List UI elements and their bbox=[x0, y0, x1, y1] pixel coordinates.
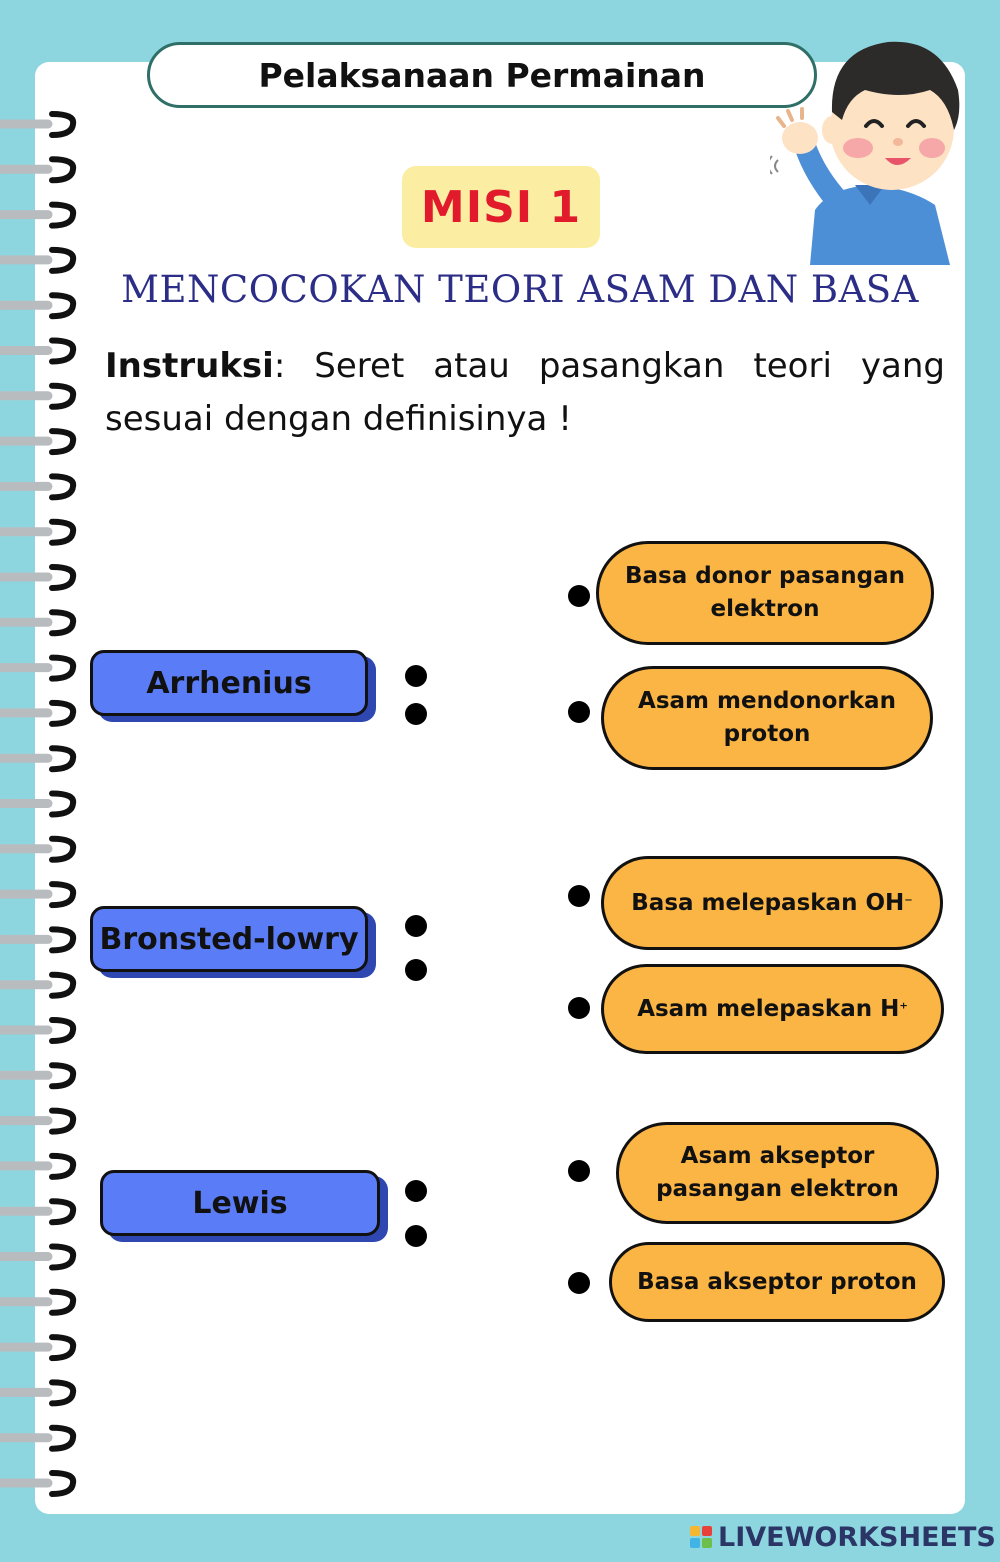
spiral-ring-icon bbox=[2, 159, 73, 180]
definition-connector-dot[interactable] bbox=[568, 701, 590, 723]
spiral-ring-icon bbox=[2, 1201, 73, 1222]
definition-asam-mendonorkan-proton[interactable]: Asam mendonorkan proton bbox=[601, 666, 933, 770]
spiral-ring-icon bbox=[2, 1156, 73, 1177]
page-title: Pelaksanaan Permainan bbox=[147, 42, 817, 108]
spiral-ring-icon bbox=[2, 703, 73, 724]
mission-badge: MISI 1 bbox=[402, 166, 600, 248]
spiral-ring-icon bbox=[2, 1382, 73, 1403]
spiral-ring-icon bbox=[2, 1065, 73, 1086]
spiral-ring-icon bbox=[2, 1292, 73, 1313]
theory-lewis[interactable]: Lewis bbox=[100, 1170, 380, 1236]
spiral-ring-icon bbox=[2, 1428, 73, 1449]
theory-connector-dot[interactable] bbox=[405, 1180, 427, 1202]
liveworksheets-brand bbox=[690, 1520, 996, 1554]
spiral-ring-icon bbox=[2, 1247, 73, 1268]
theory-connector-dot[interactable] bbox=[405, 703, 427, 725]
definition-connector-dot[interactable] bbox=[568, 1160, 590, 1182]
spiral-ring-icon bbox=[2, 114, 73, 135]
spiral-ring-icon bbox=[2, 1337, 73, 1358]
spiral-ring-icon bbox=[2, 1473, 73, 1494]
section-subtitle: MENCOCOKAN TEORI ASAM DAN BASA bbox=[121, 268, 919, 311]
theory-connector-dot[interactable] bbox=[405, 665, 427, 687]
theory-bronsted-lowry[interactable]: Bronsted-lowry bbox=[90, 906, 368, 972]
spiral-ring-icon bbox=[2, 1111, 73, 1132]
spiral-ring-icon bbox=[2, 884, 73, 905]
spiral-ring-icon bbox=[2, 522, 73, 543]
definition-basa-akseptor-proton[interactable]: Basa akseptor proton bbox=[609, 1242, 945, 1322]
spiral-ring-icon bbox=[2, 1020, 73, 1041]
definition-basa-donor-pasangan-elektron[interactable]: Basa donor pasangan elektron bbox=[596, 541, 934, 645]
spiral-ring-icon bbox=[2, 929, 73, 950]
spiral-ring-icon bbox=[2, 839, 73, 860]
spiral-ring-icon bbox=[2, 386, 73, 407]
definition-label: Basa melepaskan OH bbox=[631, 889, 905, 916]
theory-arrhenius[interactable]: Arrhenius bbox=[90, 650, 368, 716]
spiral-ring-icon bbox=[2, 612, 73, 633]
brand-text: LIVEWORKSHEETS bbox=[718, 1521, 996, 1553]
spiral-ring-icon bbox=[2, 748, 73, 769]
definition-basa-melepaskan-oh[interactable]: Basa melepaskan OH ⁻ bbox=[601, 856, 943, 950]
definition-connector-dot[interactable] bbox=[568, 997, 590, 1019]
theory-connector-dot[interactable] bbox=[405, 915, 427, 937]
liveworksheets-logo-icon bbox=[690, 1526, 712, 1548]
definition-connector-dot[interactable] bbox=[568, 885, 590, 907]
definition-label: Asam melepaskan H bbox=[637, 995, 900, 1022]
spiral-ring-icon bbox=[2, 658, 73, 679]
definition-asam-melepaskan-h[interactable]: Asam melepaskan H ⁺ bbox=[601, 964, 944, 1054]
definition-connector-dot[interactable] bbox=[568, 585, 590, 607]
spiral-ring-icon bbox=[2, 431, 73, 452]
theory-connector-dot[interactable] bbox=[405, 959, 427, 981]
instruction-body: : Seret atau pasangkan teori yang sesuai dengan definisinya ! bbox=[105, 346, 945, 439]
spiral-ring-icon bbox=[2, 205, 73, 226]
instruction-label: Instruksi bbox=[105, 346, 274, 386]
spiral-binding bbox=[0, 0, 90, 1562]
definition-connector-dot[interactable] bbox=[568, 1272, 590, 1294]
spiral-ring-icon bbox=[2, 794, 73, 815]
spiral-ring-icon bbox=[2, 476, 73, 497]
spiral-ring-icon bbox=[2, 341, 73, 362]
definition-asam-akseptor-pasangan-elektron[interactable]: Asam akseptor pasangan elektron bbox=[616, 1122, 939, 1224]
instruction-text bbox=[105, 340, 945, 446]
spiral-ring-icon bbox=[2, 975, 73, 996]
theory-connector-dot[interactable] bbox=[405, 1225, 427, 1247]
spiral-ring-icon bbox=[2, 567, 73, 588]
